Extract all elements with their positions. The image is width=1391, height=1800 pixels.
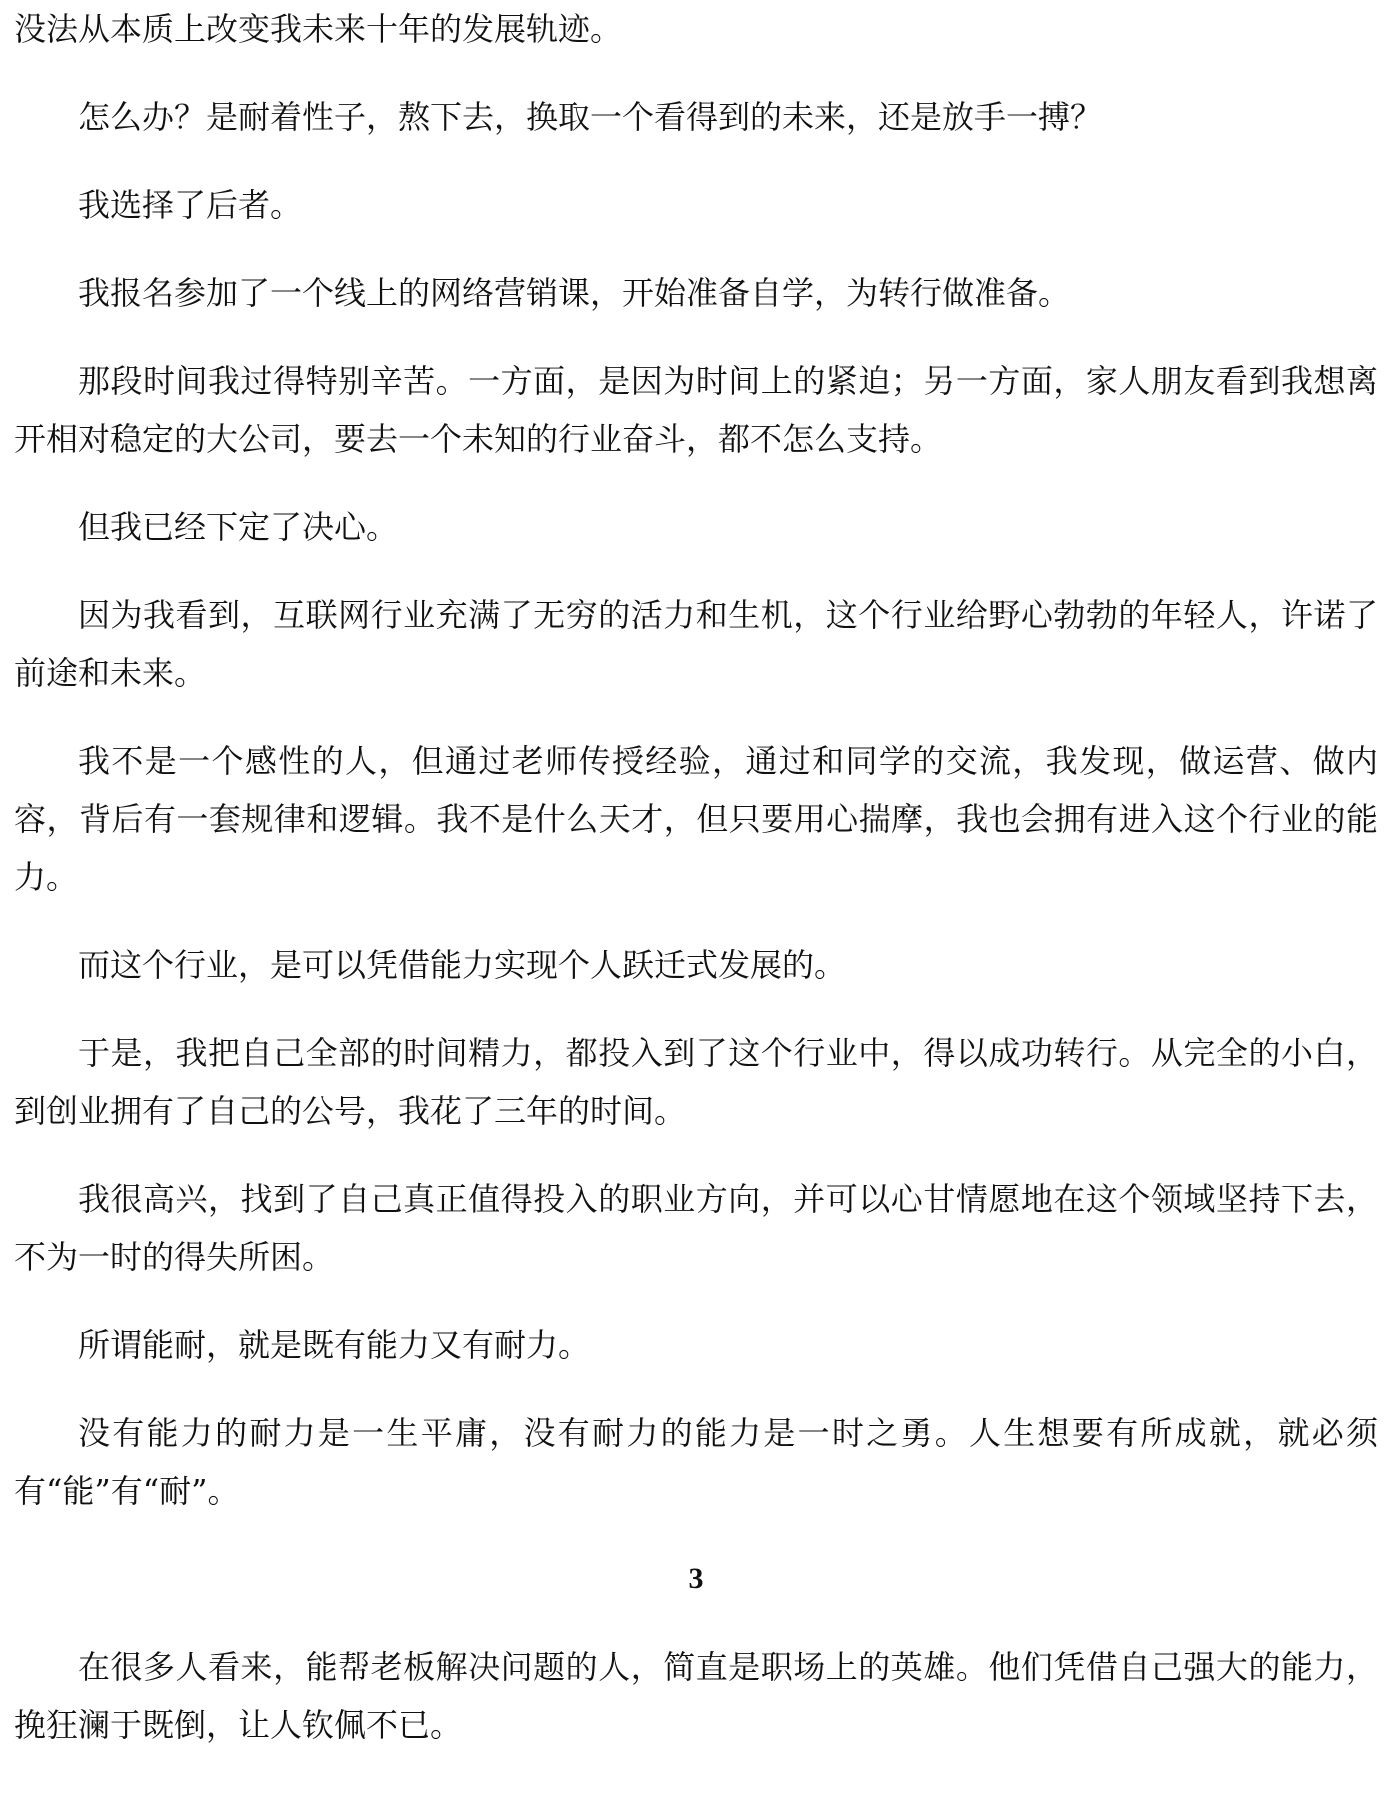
paragraph: 我选择了后者。 [78,186,303,224]
paragraph: 我报名参加了一个线上的网络营销课，开始准备自学，为转行做准备。 [78,274,1071,312]
document-page [14,0,1378,1784]
paragraph: 在很多人看来，能帮老板解决问题的人，简直是职场上的英雄。他们凭借自己强大的能力，挽狂澜于既倒，让人钦佩不已。 [14,1648,1378,1744]
paragraph-continued: 没法从本质上改变我未来十年的发展轨迹。 [14,10,623,48]
paragraph: 没有能力的耐力是一生平庸，没有耐力的能力是一时之勇。人生想要有所成就，就必须有“能”有“耐”。 [14,1414,1378,1510]
paragraph: 我很高兴，找到了自己真正值得投入的职业方向，并可以心甘情愿地在这个领域坚持下去，不为一时的得失所困。 [14,1180,1378,1276]
paragraph: 怎么办？是耐着性子，熬下去，换取一个看得到的未来，还是放手一搏？ [78,98,1103,136]
paragraph: 于是，我把自己全部的时间精力，都投入到了这个行业中，得以成功转行。从完全的小白，到创业拥有了自己的公号，我花了三年的时间。 [14,1034,1378,1130]
paragraph: 但我已经下定了决心。 [78,508,399,546]
paragraph: 我不是一个感性的人，但通过老师传授经验，通过和同学的交流，我发现，做运营、做内容，背后有一套规律和逻辑。我不是什么天才，但只要用心揣摩，我也会拥有进入这个行业的能力。 [14,742,1378,896]
paragraph: 所谓能耐，就是既有能力又有耐力。 [78,1326,591,1364]
paragraph: 而这个行业，是可以凭借能力实现个人跃迁式发展的。 [78,946,847,984]
paragraph: 因为我看到，互联网行业充满了无穷的活力和生机，这个行业给野心勃勃的年轻人，许诺了前途和未来。 [14,596,1378,692]
paragraph: 那段时间我过得特别辛苦。一方面，是因为时间上的紧迫；另一方面，家人朋友看到我想离开相对稳定的大公司，要去一个未知的行业奋斗，都不怎么支持。 [14,362,1378,458]
section-number: 3 [688,1562,704,1595]
